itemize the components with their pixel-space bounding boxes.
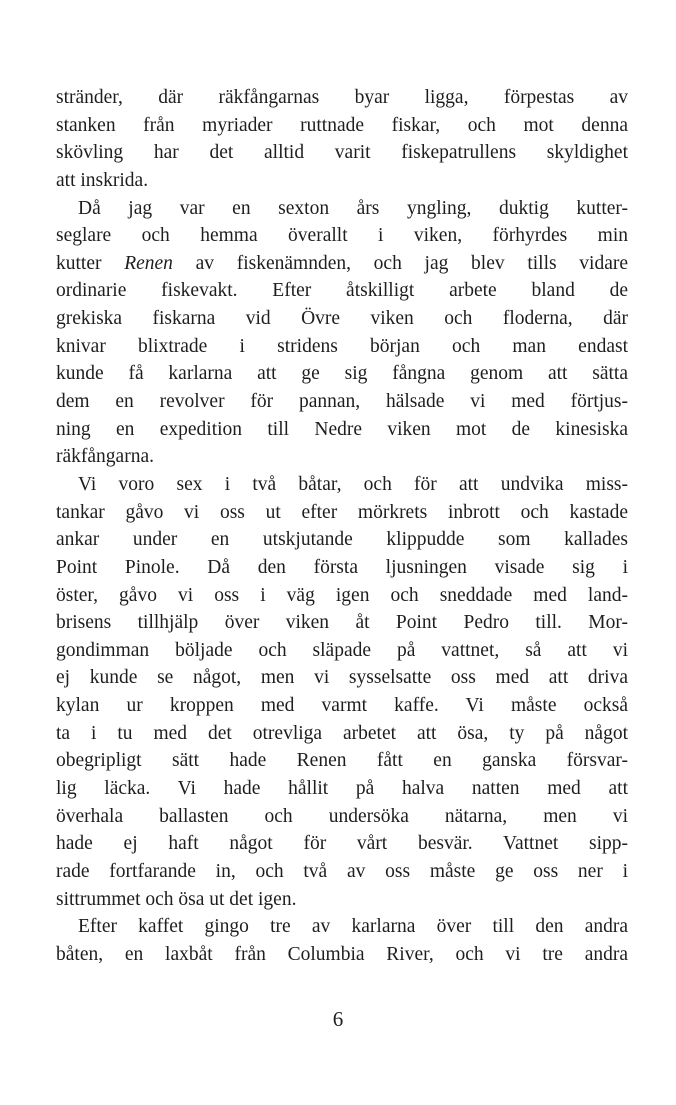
text-line: Point Pinole. Då den första ljusningen visade sig i [56,556,628,578]
text-line: att inskrida. [56,169,149,191]
text-line: seglare och hemma överallt i viken, förhyrdes min [56,225,628,247]
text-line: Efter kaffet gingo tre av karlarna över till den andra [78,916,628,938]
paragraph [56,84,628,195]
text-line: ej kunde se något, men vi sysselsatte oss med att driva [56,667,628,689]
text-run: kutter [56,252,125,274]
boat-name-italic: Renen [124,252,173,274]
text-line: kunde få karlarna att ge sig fångna genom att sätta [56,363,628,385]
text-line: knivar blixtrade i stridens början och man endast [56,335,628,357]
paragraph [56,195,628,471]
text-line: ta i tu med det otrevliga arbetet att ösa, ty på något [56,722,628,744]
text-line: båten, en laxbåt från Columbia River, och vi tre andra [56,943,628,965]
text-line [56,250,628,278]
text-line: brisens tillhjälp över viken åt Point Pedro till. Mor- [56,612,628,634]
text-line: hade ej haft något för vårt besvär. Vattnet sipp- [56,833,628,855]
text-line: grekiska fiskarna vid Övre viken och floderna, där [56,308,628,330]
text-line: Vi voro sex i två båtar, och för att undvika miss- [78,473,628,495]
text-line: skövling har det alltid varit fiskepatrullens skyldighet [56,142,628,164]
text-line: rade fortfarande in, och två av oss måste ge oss ner i [56,860,628,882]
text-line: sittrummet och ösa ut det igen. [56,888,297,910]
text-line: överhala ballasten och undersöka nätarna, men vi [56,805,628,827]
text-line: stränder, där räkfångarnas byar ligga, förpestas av [56,87,628,108]
text-line: Då jag var en sexton års yngling, duktig kutter- [78,197,628,219]
page-number: 6 [332,1007,344,1031]
text-line: dem en revolver för pannan, hälsade vi med förtjus- [56,391,628,413]
text-line: ning en expedition till Nedre viken mot de kinesiska [56,418,628,440]
text-body [56,84,628,969]
text-line: ankar under en utskjutande klippudde som kallades [56,529,628,551]
text-line: lig läcka. Vi hade hållit på halva natten med att [56,778,628,800]
text-line: räkfångarna. [56,446,154,468]
text-line: stanken från myriader ruttnade fiskar, och mot denna [56,114,628,136]
text-line: öster, gåvo vi oss i väg igen och sneddade med land- [56,584,628,606]
text-line: kylan ur kroppen med varmt kaffe. Vi måste också [56,695,628,717]
text-line: ordinarie fiskevakt. Efter åtskilligt arbete bland de [56,280,628,302]
text-run: av fiskenämnden, och jag blev tills vidare [172,252,628,274]
paragraph [56,471,628,913]
paragraph [56,913,628,968]
text-line: gondimman böljade och släpade på vattnet, så att vi [56,639,628,661]
text-line: tankar gåvo vi oss ut efter mörkrets inbrott och kastade [56,501,628,523]
text-line: obegripligt sätt hade Renen fått en ganska försvar- [56,750,628,772]
